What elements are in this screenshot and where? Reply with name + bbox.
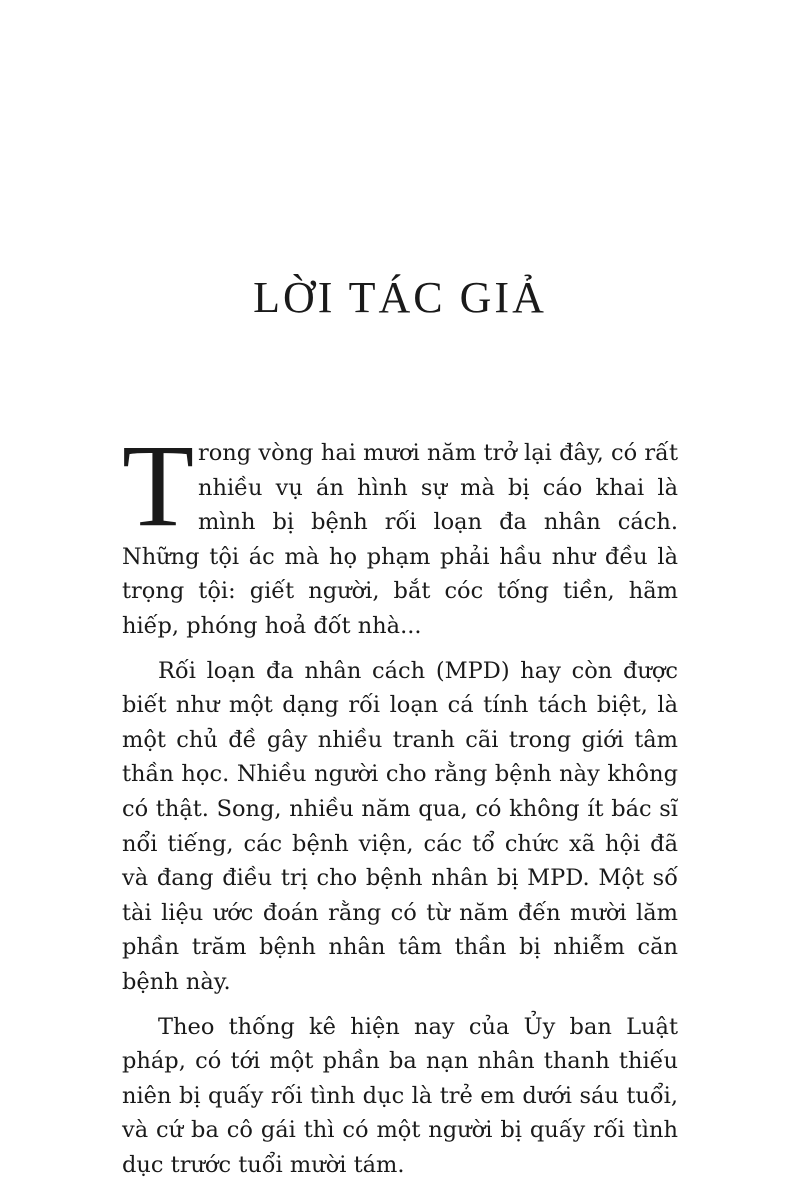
paragraph-1 [122,420,678,644]
preface-body [122,420,678,1182]
paragraph-2: Rối loạn đa nhân cách (MPD) hay còn được biết như một dạng rối loạn cá tính tách biệt, là một chủ đề gây nhiều tranh cãi trong giới tâm thần học. Nhiều người cho rằng bệnh này không có thật. Song, nhiều năm qua, có không ít bác sĩ nổi tiếng, các bệnh viện, các tổ chức xã hội đã và đang điều trị cho bệnh nhân bị MPD. Một số tài liệu ước đoán rằng có từ năm đến mười lăm phần trăm bệnh nhân tâm thần bị nhiễm căn bệnh này. [122,657,678,995]
chapter-title: LỜI TÁC GIẢ [253,273,547,322]
drop-cap-letter: T [122,420,195,551]
paragraph-3: Theo thống kê hiện nay của Ủy ban Luật pháp, có tới một phần ba nạn nhân thanh thiếu niên bị quấy rối tình dục là trẻ em dưới sáu tuổi, và cứ ba cô gái thì có một người bị quấy rối tình dục trước tuổi mười tám. [122,1013,678,1178]
paragraph-1-text: rong vòng hai mươi năm trở lại đây, có rất nhiều vụ án hình sự mà bị cáo khai là mình bị bệnh rối loạn đa nhân cách. Những tội ác mà họ phạm phải hầu như đều là trọng tội: giết người, bắt cóc tống tiền, hãm hiếp, phóng hoả đốt nhà... [122,440,678,639]
